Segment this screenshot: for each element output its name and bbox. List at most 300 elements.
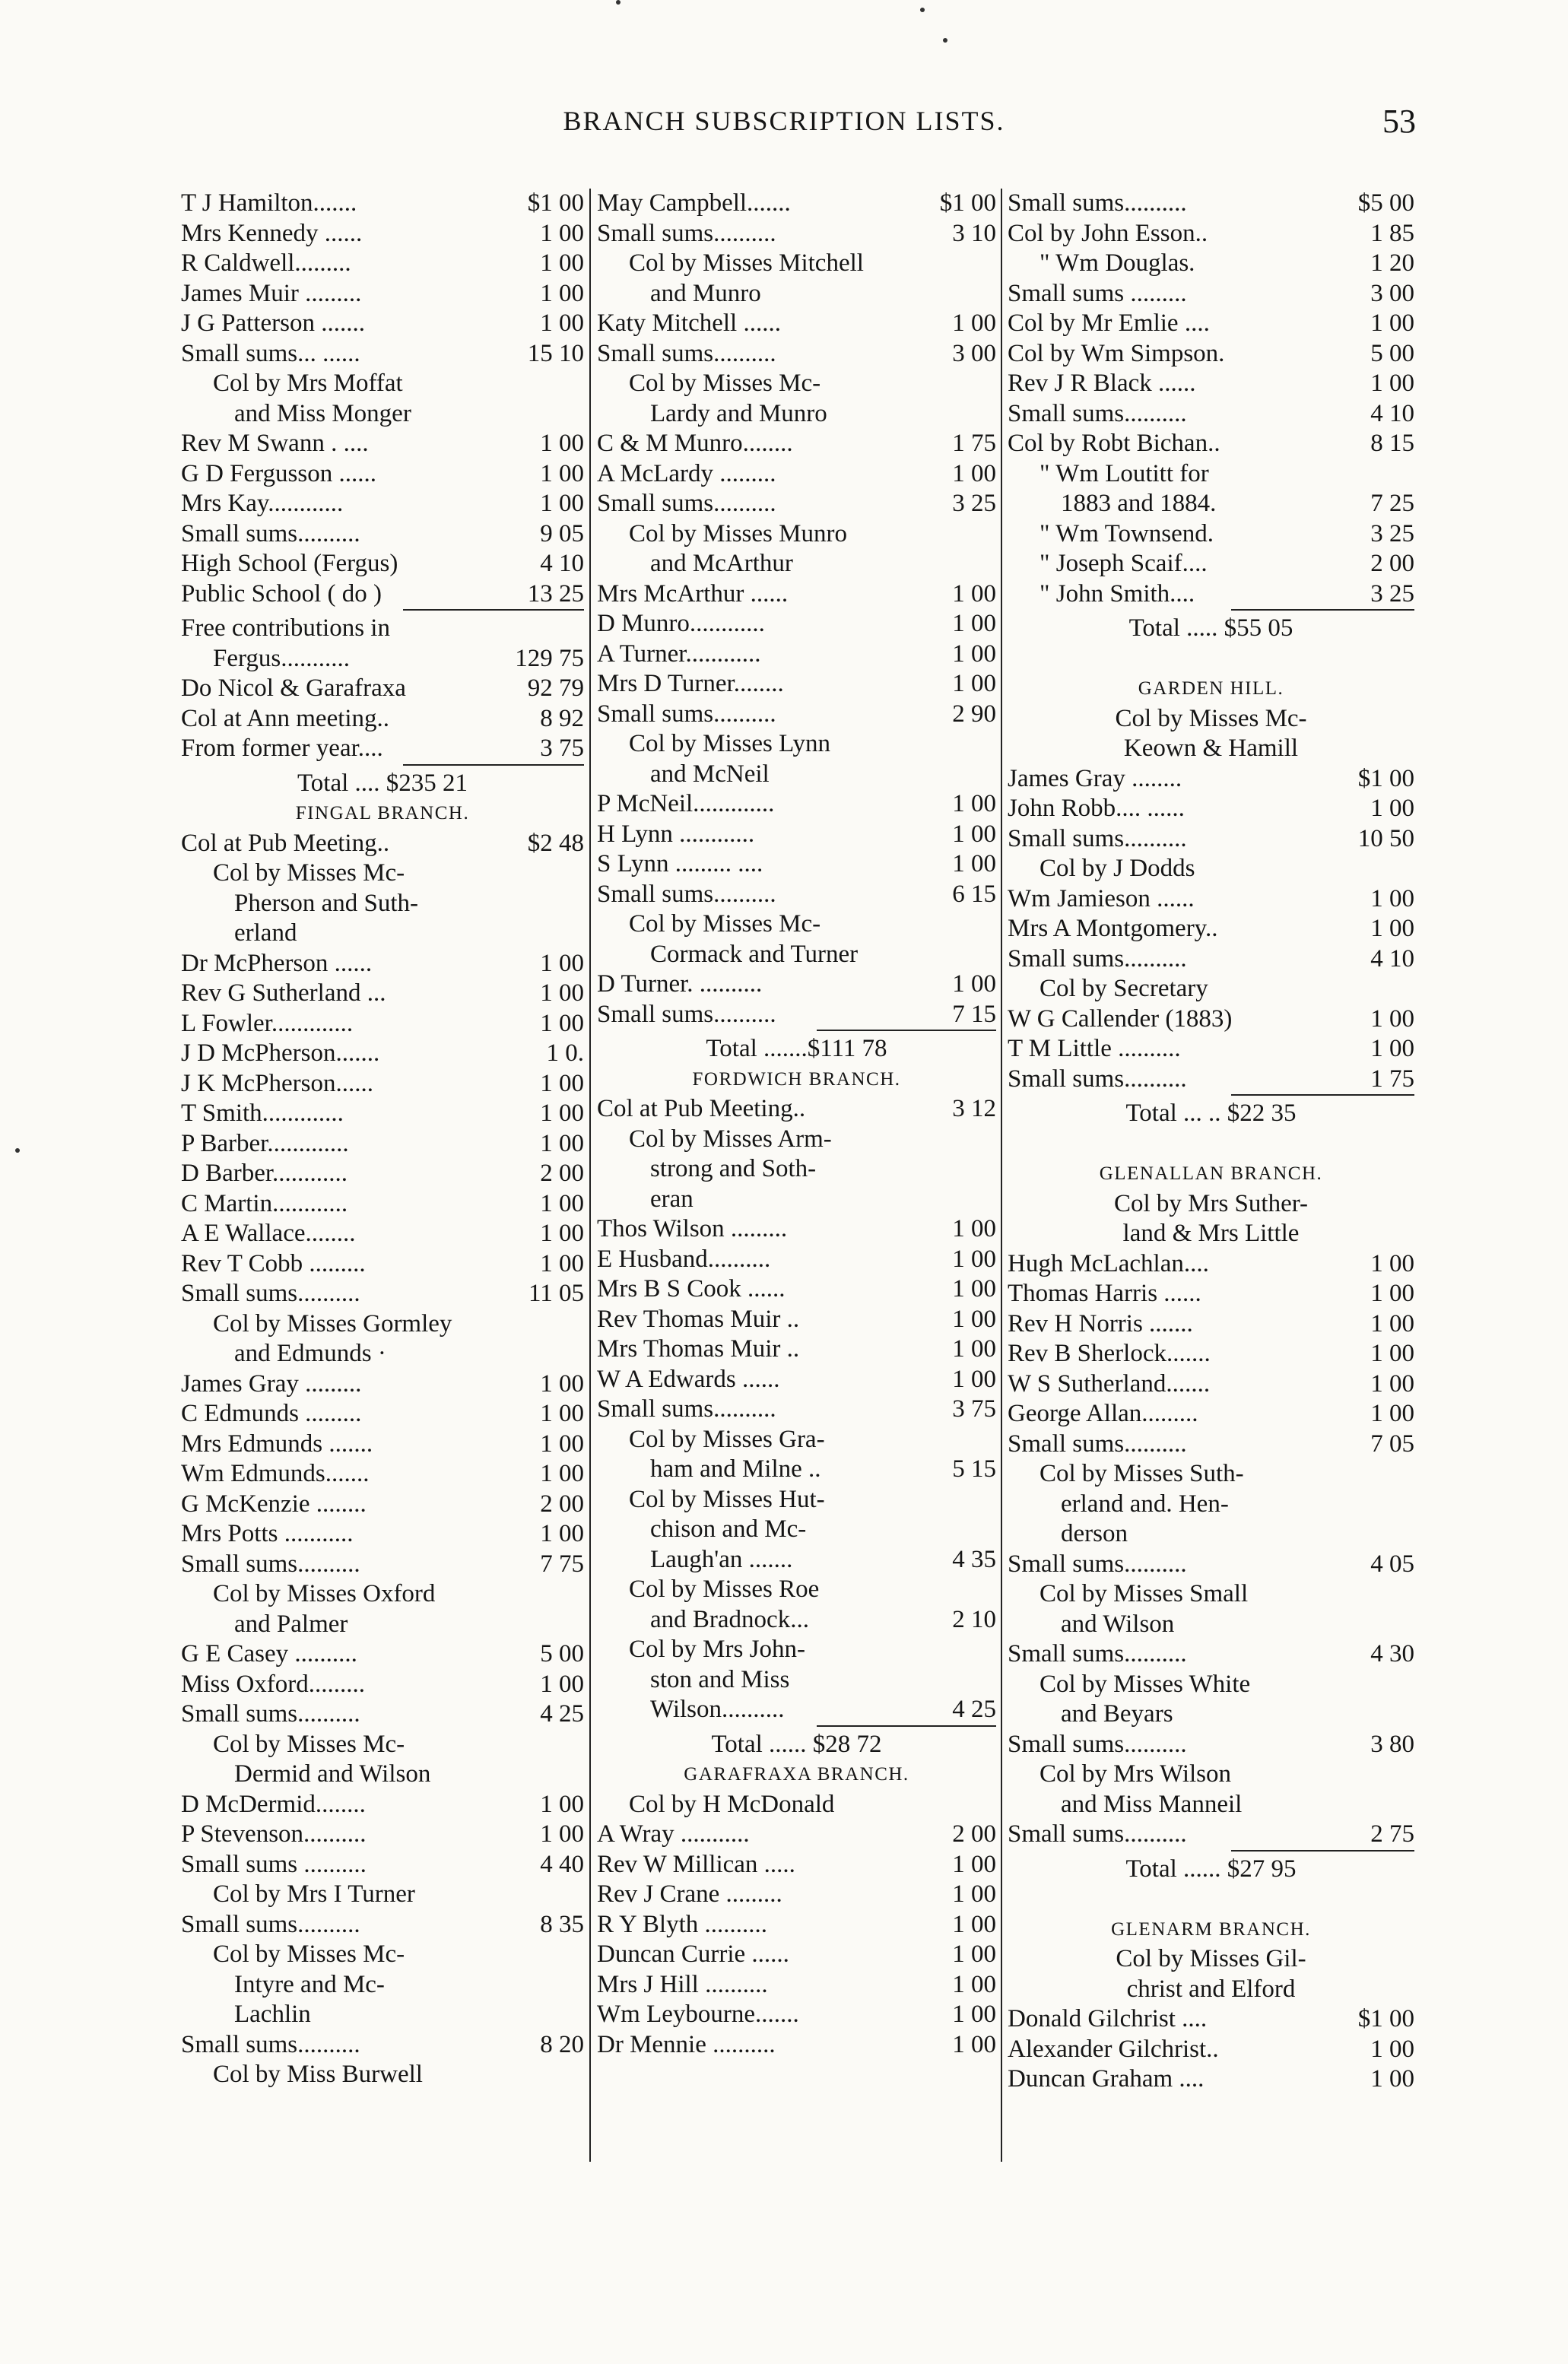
entry-name: Rev J Crane ......... — [597, 1880, 782, 1908]
entry-name: Col by Misses Munro — [629, 519, 847, 547]
entry-name: and Bradnock... — [650, 1605, 809, 1633]
entry-name: Small sums.......... — [181, 1280, 360, 1307]
entry-amount: 1 00 — [1370, 1369, 1414, 1398]
entry-name: Small sums .......... — [181, 1850, 367, 1878]
subscription-entry — [181, 704, 584, 735]
subscription-entry — [597, 339, 996, 370]
subscription-entry — [1008, 2004, 1414, 2035]
entry-amount: 1 00 — [952, 309, 996, 337]
entry-name: Col by John Esson.. — [1008, 219, 1208, 247]
subscription-entry — [1008, 399, 1414, 430]
subscription-entry — [597, 1695, 996, 1725]
collector-line — [181, 1760, 584, 1790]
subscription-entry — [597, 789, 996, 820]
entry-name: strong and Soth- — [650, 1155, 817, 1182]
subscription-entry — [1008, 884, 1414, 915]
branch-heading: GLENALLAN BRANCH. — [1099, 1163, 1323, 1184]
collector-line — [1008, 1490, 1414, 1520]
subscription-entry — [597, 1365, 996, 1395]
entry-amount: 4 10 — [540, 550, 584, 577]
entry-amount: 1 75 — [1370, 1065, 1414, 1093]
entry-amount: 1 00 — [952, 579, 996, 608]
subscription-entry — [181, 1490, 584, 1520]
subscription-entry — [181, 309, 584, 339]
entry-name: Donald Gilchrist .... — [1008, 2005, 1208, 2032]
entry-name: Col by Misses Gra- — [629, 1425, 825, 1453]
entry-amount: 1 00 — [1370, 2065, 1414, 2093]
running-title: BRANCH SUBSCRIPTION LISTS. — [563, 106, 1005, 136]
subscription-entry — [181, 734, 584, 764]
entry-name: Wm Jamieson ...... — [1008, 884, 1195, 912]
entry-name: Small sums.......... — [597, 490, 776, 517]
entry-name: " Joseph Scaif.... — [1040, 550, 1208, 577]
subscription-entry — [1008, 219, 1414, 249]
entry-name: G D Fergusson ...... — [181, 459, 376, 487]
entry-amount: 3 25 — [1370, 579, 1414, 608]
subscription-entry — [1008, 1279, 1414, 1309]
entry-name: Small sums.......... — [1008, 1820, 1187, 1848]
collector-line — [597, 369, 996, 399]
entry-name: C Martin............ — [181, 1189, 348, 1217]
entry-amount: 1 00 — [540, 949, 584, 977]
entry-amount: 2 90 — [952, 700, 996, 728]
entry-amount: 1 00 — [540, 1369, 584, 1398]
entry-amount: 7 15 — [952, 1000, 996, 1028]
entry-amount: $5 00 — [1357, 189, 1414, 217]
entry-name: Col by H McDonald — [629, 1790, 835, 1818]
entry-name: and Edmunds · — [234, 1340, 386, 1367]
entry-name: Col by Misses Mitchell — [629, 249, 864, 277]
subscription-entry — [1008, 794, 1414, 824]
spacer — [1008, 1129, 1414, 1160]
entry-amount: 4 05 — [1370, 1550, 1414, 1578]
entry-amount: 3 25 — [952, 490, 996, 517]
entry-name: James Muir ......... — [181, 279, 362, 307]
entry-name: Hugh McLachlan.... — [1008, 1249, 1209, 1277]
entry-name: Col by Misses Lynn — [629, 730, 830, 757]
entry-name: Cormack and Turner — [650, 940, 859, 968]
subscription-entry — [181, 1039, 584, 1069]
entry-amount: 15 10 — [527, 339, 584, 367]
subscription-entry — [1008, 189, 1414, 219]
entry-name: P Stevenson.......... — [181, 1820, 367, 1848]
subscription-entry — [181, 1279, 584, 1309]
entry-name: and Miss Monger — [234, 399, 411, 427]
collector-line — [181, 1940, 584, 1970]
entry-name: D McDermid........ — [181, 1790, 366, 1818]
entry-name: Lachlin — [234, 2001, 311, 2028]
entry-name: Col by Misses Small — [1040, 1580, 1249, 1607]
entry-amount: 2 10 — [952, 1605, 996, 1633]
entry-amount: 3 75 — [540, 735, 584, 762]
column-3 — [1008, 189, 1414, 2095]
entry-name: Col by Mrs John- — [629, 1636, 805, 1663]
collector-line: Col by Misses Gil- — [1116, 1945, 1306, 1972]
entry-amount: 92 79 — [527, 674, 584, 702]
entry-amount: 1 00 — [952, 2030, 996, 2058]
entry-name: D Munro............ — [597, 610, 765, 637]
subscription-entry — [181, 1249, 584, 1280]
entry-name: Rev H Norris ....... — [1008, 1309, 1193, 1337]
collector-line — [1008, 459, 1414, 490]
entry-name: Pherson and Suth- — [234, 889, 418, 917]
subscription-entry — [597, 2030, 996, 2061]
collector-line — [597, 729, 996, 760]
subscription-entry — [1008, 1339, 1414, 1369]
subscription-entry — [597, 1214, 996, 1245]
entry-amount: $1 00 — [939, 189, 996, 217]
collector-line — [597, 760, 996, 790]
subscription-entry — [1008, 549, 1414, 579]
entry-name: Col by Misses Mc- — [213, 1940, 405, 1968]
subscription-entry — [181, 674, 584, 704]
entry-name: Col by Mrs Wilson — [1040, 1760, 1232, 1788]
entry-amount: 4 25 — [952, 1696, 996, 1723]
entry-name: Mrs Thomas Muir .. — [597, 1335, 800, 1363]
entry-name: Col at Pub Meeting.. — [597, 1095, 806, 1122]
entry-amount: 1 00 — [1370, 884, 1414, 912]
subscription-entry — [1008, 764, 1414, 795]
entry-name: Laugh'an ....... — [650, 1545, 793, 1573]
collector-line — [597, 399, 996, 430]
subscription-entry — [181, 1910, 584, 1940]
entry-name: Alexander Gilchrist.. — [1008, 2035, 1219, 2063]
branch-heading: FORDWICH BRANCH. — [692, 1068, 901, 1090]
entry-name: Small sums.......... — [181, 1550, 360, 1578]
entry-amount: 4 35 — [952, 1545, 996, 1573]
subscription-entry — [597, 1545, 996, 1575]
collector-line — [1008, 1610, 1414, 1640]
entry-name: and Palmer — [234, 1610, 348, 1638]
subscription-entry — [1008, 309, 1414, 339]
branch-heading: GARAFRAXA BRANCH. — [684, 1764, 909, 1785]
entry-amount: 1 00 — [952, 1970, 996, 1998]
subscription-entry — [181, 429, 584, 459]
entry-amount: 1 00 — [952, 1275, 996, 1303]
page-number: 53 — [1382, 103, 1416, 140]
subscription-entry — [181, 829, 584, 859]
entry-amount: 1 00 — [952, 820, 996, 848]
collector-line — [1008, 1459, 1414, 1490]
subscription-entry — [1008, 1730, 1414, 1760]
entry-amount: 1 00 — [540, 1220, 584, 1247]
entry-name: W S Sutherland....... — [1008, 1369, 1211, 1398]
entry-amount: 3 00 — [1370, 279, 1414, 307]
collector-line — [181, 919, 584, 949]
entry-amount: 1 00 — [540, 1099, 584, 1127]
subscription-entry — [597, 489, 996, 519]
entry-name: Lardy and Munro — [650, 399, 827, 427]
entry-name: C & M Munro........ — [597, 430, 793, 457]
collector-line — [597, 1125, 996, 1155]
entry-amount: $1 00 — [1357, 2005, 1414, 2032]
subscription-entry — [1008, 579, 1414, 610]
entry-amount: 1 00 — [540, 490, 584, 517]
entry-name: Col by Misses Mc- — [629, 910, 821, 938]
subscription-entry — [597, 1274, 996, 1305]
entry-amount: 6 15 — [952, 880, 996, 908]
entry-amount: 1 20 — [1370, 249, 1414, 277]
entry-amount: 2 75 — [1370, 1820, 1414, 1848]
subscription-entry — [181, 1639, 584, 1670]
entry-name: Wilson.......... — [650, 1696, 785, 1723]
subscription-entry — [181, 279, 584, 309]
entry-name: Col by Robt Bichan.. — [1008, 430, 1220, 457]
entry-amount: 3 10 — [952, 219, 996, 247]
entry-name: erland — [234, 919, 297, 947]
entry-amount: 1 00 — [952, 1880, 996, 1908]
entry-name: P Barber............. — [181, 1129, 349, 1157]
subscription-entry — [597, 1910, 996, 1940]
entry-name: R Y Blyth .......... — [597, 1910, 767, 1938]
subscription-entry — [181, 949, 584, 979]
column-divider — [1001, 189, 1002, 2162]
collector-line — [597, 1790, 996, 1820]
entry-name: George Allan......... — [1008, 1400, 1198, 1427]
subscription-entry — [181, 519, 584, 550]
entry-amount: 1 00 — [1370, 1340, 1414, 1367]
subscription-entry — [597, 1455, 996, 1485]
entry-name: J G Patterson ....... — [181, 309, 365, 337]
subscription-entry — [181, 1430, 584, 1460]
entry-name: High School (Fergus) — [181, 550, 398, 577]
entry-name: Small sums.......... — [597, 219, 776, 247]
entry-name: Small sums.......... — [1008, 1730, 1187, 1758]
entry-amount: 7 25 — [1370, 490, 1414, 517]
total-line: Total ...... $27 95 — [1125, 1855, 1297, 1883]
entry-name: Small sums.......... — [597, 1000, 776, 1028]
entry-name: Miss Oxford......... — [181, 1670, 366, 1698]
entry-amount: 3 00 — [952, 339, 996, 367]
collector-line — [181, 369, 584, 399]
entry-amount: 1 00 — [540, 459, 584, 487]
entry-amount: 2 00 — [1370, 550, 1414, 577]
entry-name: Col by Misses Suth- — [1040, 1460, 1244, 1487]
entry-amount: 1 00 — [952, 639, 996, 668]
entry-amount: 3 12 — [952, 1095, 996, 1122]
subscription-entry — [181, 1459, 584, 1490]
entry-name: Thos Wilson ......... — [597, 1215, 788, 1242]
entry-amount: 10 50 — [1357, 824, 1414, 852]
entry-amount: 4 25 — [540, 1700, 584, 1728]
subscription-entry — [597, 639, 996, 670]
subscription-entry — [597, 849, 996, 880]
subscription-entry — [181, 1519, 584, 1550]
subscription-entry — [1008, 2035, 1414, 2065]
entry-name: A Turner............ — [597, 639, 761, 668]
subscription-entry — [181, 459, 584, 490]
collector-line — [181, 2000, 584, 2030]
subscription-entry — [597, 219, 996, 249]
subscription-entry — [181, 1550, 584, 1580]
entry-amount: 1 00 — [540, 1430, 584, 1458]
subscription-entry — [181, 1129, 584, 1160]
entry-amount: 1 00 — [1370, 1309, 1414, 1337]
entry-name: Small sums.......... — [1008, 1430, 1187, 1458]
subscription-entry — [1008, 1550, 1414, 1580]
collector-line — [181, 1730, 584, 1760]
collector-line — [1008, 974, 1414, 1004]
entry-amount: 1 00 — [540, 1249, 584, 1277]
subscription-entry — [597, 1605, 996, 1636]
collector-line — [597, 249, 996, 279]
collector-line — [1008, 1579, 1414, 1610]
entry-name: Dr Mennie .......... — [597, 2030, 776, 2058]
entry-amount: 1 00 — [540, 1790, 584, 1818]
entry-name: Small sums.......... — [1008, 944, 1187, 973]
collector-line — [181, 2060, 584, 2090]
entry-amount: 2 00 — [952, 1820, 996, 1848]
entry-amount: 4 40 — [540, 1850, 584, 1878]
subscription-entry — [181, 1219, 584, 1249]
entry-amount: 1 00 — [952, 1365, 996, 1393]
entry-name: P McNeil............. — [597, 790, 775, 817]
collector-line: land & Mrs Little — [1122, 1220, 1300, 1247]
subscription-entry — [1008, 1369, 1414, 1400]
collector-line — [181, 1579, 584, 1610]
entry-amount: 1 00 — [1370, 370, 1414, 397]
entry-amount: 7 05 — [1370, 1430, 1414, 1458]
subscription-entry — [597, 1094, 996, 1125]
subscription-entry — [597, 669, 996, 700]
entry-amount: $1 00 — [527, 189, 584, 217]
entry-name: Do Nicol & Garafraxa — [181, 674, 406, 702]
entry-amount: 4 30 — [1370, 1640, 1414, 1667]
entry-amount: 1 0. — [546, 1039, 584, 1067]
entry-name: R Caldwell......... — [181, 249, 351, 277]
collector-line — [597, 279, 996, 309]
collector-line — [181, 1339, 584, 1369]
print-speck — [15, 1148, 20, 1153]
subscription-entry — [597, 1940, 996, 1970]
subscription-entry — [597, 579, 996, 610]
collector-line — [181, 614, 584, 644]
entry-name: Duncan Currie ...... — [597, 1940, 789, 1968]
entry-amount: 7 75 — [540, 1550, 584, 1578]
subscription-entry — [597, 189, 996, 219]
entry-amount: 1 00 — [952, 1910, 996, 1938]
entry-name: Mrs D Turner........ — [597, 670, 784, 697]
entry-name: Small sums.......... — [597, 880, 776, 908]
entry-amount: 1 00 — [540, 1820, 584, 1848]
entry-name: Col by Misses Hut- — [629, 1485, 825, 1513]
entry-name: Col by Wm Simpson. — [1008, 339, 1225, 367]
subscription-entry — [181, 1069, 584, 1099]
subscription-entry — [181, 1699, 584, 1730]
entry-name: Col by Mrs Moffat — [213, 370, 403, 397]
collector-line — [1008, 1790, 1414, 1820]
subscription-entry — [181, 2030, 584, 2061]
entry-amount: 1 00 — [1370, 309, 1414, 337]
entry-amount: 1 00 — [952, 850, 996, 877]
total-line: Total ... .. $22 35 — [1125, 1099, 1297, 1127]
subscription-entry — [597, 1000, 996, 1030]
column-1 — [181, 189, 584, 2090]
entry-name: and Beyars — [1061, 1700, 1173, 1728]
entry-name: A E Wallace........ — [181, 1220, 356, 1247]
entry-amount: 8 15 — [1370, 430, 1414, 457]
entry-name: " Wm Loutitt for — [1040, 459, 1209, 487]
entry-amount: 1 00 — [952, 670, 996, 697]
entry-name: Small sums.......... — [181, 519, 360, 547]
entry-amount: 1 00 — [1370, 1280, 1414, 1307]
subscription-entry — [181, 1670, 584, 1700]
entry-name: Small sums ......... — [1008, 279, 1187, 307]
entry-name: J D McPherson....... — [181, 1039, 380, 1067]
entry-name: Mrs Potts ........... — [181, 1520, 354, 1547]
entry-amount: 13 25 — [527, 579, 584, 608]
subscription-entry — [597, 1970, 996, 2001]
branch-heading: GLENARM BRANCH. — [1111, 1918, 1311, 1940]
entry-name: Mrs Edmunds ....... — [181, 1430, 373, 1458]
entry-amount: 129 75 — [515, 644, 584, 672]
subscription-entry — [181, 1399, 584, 1430]
entry-amount: 1 00 — [540, 1129, 584, 1157]
entry-name: eran — [650, 1185, 694, 1213]
entry-name: " John Smith.... — [1040, 579, 1195, 608]
entry-amount: 1 00 — [952, 1850, 996, 1878]
subscription-entry — [1008, 1309, 1414, 1340]
entry-name: Rev T Cobb ......... — [181, 1249, 366, 1277]
entry-name: Small sums.......... — [1008, 824, 1187, 852]
entry-name: " Wm Douglas. — [1040, 249, 1195, 277]
collector-line — [1008, 854, 1414, 884]
entry-amount: 8 20 — [540, 2030, 584, 2058]
entry-name: Mrs Kennedy ...... — [181, 219, 363, 247]
entry-name: Rev W Millican ..... — [597, 1850, 795, 1878]
entry-name: Small sums.......... — [597, 1395, 776, 1423]
entry-amount: 1 00 — [1370, 1249, 1414, 1277]
subscription-entry — [1008, 1639, 1414, 1670]
entry-amount: 1 00 — [540, 1520, 584, 1547]
entry-amount: 1 00 — [540, 1460, 584, 1487]
entry-name: Small sums.......... — [1008, 399, 1187, 427]
entry-name: and McArthur — [650, 550, 793, 577]
entry-name: Col at Ann meeting.. — [181, 704, 390, 732]
entry-amount: 4 10 — [1370, 944, 1414, 973]
entry-amount: 1 00 — [952, 459, 996, 487]
entry-amount: 8 35 — [540, 1910, 584, 1938]
entry-name: Katy Mitchell ...... — [597, 309, 781, 337]
entry-amount: 1 00 — [1370, 795, 1414, 822]
subscription-entry — [597, 1850, 996, 1880]
entry-name: D Turner. .......... — [597, 970, 763, 998]
collector-line: Keown & Hamill — [1123, 735, 1299, 762]
subscription-entry — [597, 700, 996, 730]
entry-amount: 11 05 — [528, 1280, 584, 1307]
entry-name: Col by Misses Mc- — [213, 1730, 405, 1758]
subscription-entry — [1008, 944, 1414, 975]
entry-name: Col by Misses Arm- — [629, 1125, 832, 1153]
collector-line — [181, 1970, 584, 2001]
subscription-entry — [597, 880, 996, 910]
collector-line: Col by Misses Mc- — [1115, 704, 1307, 732]
entry-name: Thomas Harris ...... — [1008, 1280, 1201, 1307]
entry-amount: 1 00 — [540, 1009, 584, 1037]
collector-line: Col by Mrs Suther- — [1113, 1189, 1309, 1217]
entry-amount: 1 00 — [952, 1305, 996, 1333]
page-header — [0, 105, 1568, 151]
print-speck — [616, 0, 621, 5]
entry-amount: $2 48 — [527, 829, 584, 857]
entry-name: Col by Misses Oxford — [213, 1580, 436, 1607]
entry-amount: 1 00 — [952, 1940, 996, 1968]
entry-amount: 1 00 — [540, 219, 584, 247]
collector-line — [597, 549, 996, 579]
entry-name: Rev G Sutherland ... — [181, 979, 386, 1007]
subscription-entry — [181, 1159, 584, 1189]
entry-amount: $1 00 — [1357, 764, 1414, 792]
